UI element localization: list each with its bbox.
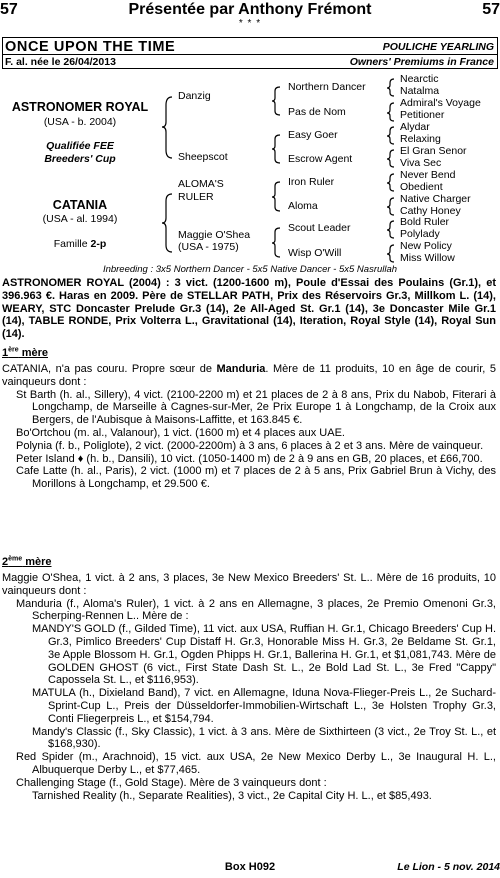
g2-6: Aloma	[288, 200, 318, 212]
divider	[2, 54, 498, 55]
g3-1: Nearctic	[400, 73, 439, 85]
first-dam-intro-a: CATANIA, n'a pas couru. Propre sœur de	[2, 363, 217, 375]
second-dam-heading	[2, 556, 52, 568]
g2-7: Scout Leader	[288, 222, 351, 234]
box-number: Box H092	[224, 861, 276, 873]
g2-5: Iron Ruler	[288, 176, 335, 188]
sire-record: ASTRONOMER ROYAL (2004) : 3 vict. (1200-1600 m), Poule d'Essai des Poulains (Gr.1), et 396.963 €. Haras en 2009. Père de STELLAR PATH, Prix des Réservoirs Gr.3, Millkom L. (14), WEARY, STC Doncaster Prelude Gr.3 (14), 2e All-Aged St. Gr.1 (14), 3e Doncaster Mile Gr.1 (14), TABLE RONDE, Prix Volterra L., Gravitational (14), Iteration, Royal Style (14), Royal Sun (14).	[2, 277, 496, 341]
page-number-right: 57	[482, 1, 500, 18]
second-dam-block	[2, 572, 496, 802]
first-dam-intro-c: . Mère de 11 produits, 10 en âge de courir, 5 vainqueurs dont :	[2, 363, 496, 388]
pedigree	[0, 70, 500, 270]
first-dam-block	[2, 363, 496, 491]
g1-damsire-a: ALOMA'S	[178, 178, 224, 190]
g1-damdam-info: (USA - 1975)	[178, 241, 239, 253]
produce-peter-island: Peter Island ♦ (h. b., Dansili), 10 vict. (1050-1400 m) de 2 à 9 ans en GB, 20 places, et £66,700.	[16, 452, 483, 465]
g3-12: Cathy Honey	[400, 205, 461, 217]
second-dam-intro: Maggie O'Shea, 1 vict. à 2 ans, 3 places, 3e New Mexico Breeders' St. L.. Mère de 16 produits, 10 vainqueurs dont :	[2, 572, 496, 597]
g3-15: New Policy	[400, 240, 452, 252]
horse-box	[2, 37, 498, 69]
horse-type: POULICHE YEARLING	[382, 41, 494, 53]
g3-14: Polylady	[400, 228, 440, 240]
second-dam-heading-number: 2	[2, 556, 9, 568]
produce-tarnished-reality: Tarnished Reality (h., Separate Realities), 3 vict., 2e Capital City H. L., et $85,493.	[32, 789, 432, 802]
g3-7: El Gran Senor	[400, 145, 467, 157]
inbreeding-line: Inbreeding : 3x5 Northern Dancer - 5x5 Native Dancer - 5x5 Nasrullah	[102, 264, 398, 275]
first-dam-intro	[2, 363, 496, 389]
dam-name: CATANIA	[52, 198, 108, 212]
produce-manduria: Manduria (f., Aloma's Ruler), 1 vict. à 2 ans en Allemagne, 3 places, 2e Premio Omenoni Gr.3, Scherping-Rennen L.. Mère de :	[16, 597, 496, 623]
g3-16: Miss Willow	[400, 252, 455, 264]
g2-1: Northern Dancer	[288, 81, 366, 93]
first-dam-intro-b: Manduria	[216, 363, 266, 375]
g3-6: Relaxing	[400, 133, 441, 145]
g3-3: Admiral's Voyage	[400, 97, 481, 109]
g3-9: Never Bend	[400, 169, 456, 181]
produce-mandys-gold: MANDY'S GOLD (f., Gilded Time), 11 vict. aux USA, Ruffian H. Gr.1, Chicago Breeders' Cup H. Gr.3, Pimlico Breeders' Cup Distaff H. Gr.3, Honorable Miss H. Gr.3, 2e Beldame St. Gr.1, 3e Apple Blossom H. Gr.1, Ogden Phipps H. Gr.1, Ballerina H. Gr.1, et $1,081,743. Mère de GOLDEN GHOST (6 vict., First State Dash St. L., 2e Bold Lad St. L., 3e Fred "Cappy" Capossela St. L., et $116,953).	[32, 623, 496, 687]
produce-challenging-stage: Challenging Stage (f., Gold Stage). Mère de 3 vainqueurs dont :	[16, 776, 327, 789]
produce-st-barth: St Barth (h. al., Sillery), 4 vict. (2100-2200 m) et 21 places de 2 à 8 ans, Prix du Nabob, Fiterari à Longchamp, de Marseille à Cagnes-sur-Mer, 2e Prix Europe 1 à Longchamp, de la Croix aux Bergers, de l'Aubisque à Maisons-Laffitte, et 163.845 €.	[16, 388, 496, 427]
first-dam-heading-word: mère	[18, 347, 48, 359]
page-header	[0, 0, 500, 29]
produce-cafe-latte: Cafe Latte (h. al., Paris), 2 vict. (1000 m) et 7 places de 2 à 5 ans, Prix Gabriel Brun à Vichy, des Morillons à Longchamp, et 29.500 €.	[16, 465, 496, 491]
title-stars: * * *	[238, 18, 262, 29]
g3-5: Alydar	[400, 121, 430, 133]
g1-sire: Danzig	[178, 90, 211, 102]
premiums-label: Owners' Premiums in France	[349, 56, 494, 68]
page-number-left: 57	[0, 1, 18, 18]
produce-matula: MATULA (h., Dixieland Band), 7 vict. en Allemagne, Iduna Nova-Flieger-Preis L., 2e Suchard-Sprint-Cup L., Preis der Düsseldorfer-Immobilien-Wirtschaft L., 3e Holsten Trophy Gr.3, Conti Fliegerpreis L., et $154,794.	[32, 687, 496, 725]
produce-mandys-classic: Mandy's Classic (f., Sky Classic), 1 vict. à 3 ans. Mère de Sixthirteen (3 vict., 2e Troy St. L., et $168,930).	[32, 725, 496, 751]
g3-10: Obedient	[400, 181, 443, 193]
second-dam-heading-suffix: ème	[8, 555, 23, 563]
g2-4: Escrow Agent	[288, 153, 353, 165]
dam-info: (USA - al. 1994)	[42, 213, 118, 225]
g3-13: Bold Ruler	[400, 216, 450, 228]
sire-name: ASTRONOMER ROYAL	[11, 100, 149, 114]
g1-damsire-b: RULER	[178, 191, 214, 203]
sire-note-1: Qualifiée FEE	[46, 140, 114, 152]
family-value: 2-p	[90, 238, 107, 250]
sire-note-2: Breeders' Cup	[44, 153, 116, 165]
first-dam-heading	[2, 347, 48, 359]
g1-dam: Sheepscot	[178, 151, 228, 163]
g3-4: Petitioner	[400, 109, 445, 121]
sire-info: (USA - b. 2004)	[43, 116, 117, 128]
sale-date: Le Lion - 5 nov. 2014	[397, 861, 500, 873]
first-dam-heading-suffix: ère	[8, 346, 19, 354]
g3-8: Viva Sec	[400, 157, 442, 169]
horse-name: ONCE UPON THE TIME	[5, 39, 176, 55]
g2-3: Easy Goer	[288, 129, 338, 141]
page-title: Présentée par Anthony Frémont	[128, 1, 372, 18]
g1-damdam: Maggie O'Shea	[178, 229, 251, 241]
g3-11: Native Charger	[400, 193, 471, 205]
produce-red-spider: Red Spider (m., Arachnoid), 15 vict. aux USA, 2e New Mexico Derby L., 3e Inaugural H. L., Albuquerque Derby L., et $77,465.	[16, 751, 496, 776]
family-prefix: Famille	[53, 238, 91, 250]
first-dam-heading-number: 1	[2, 347, 9, 359]
dam-family	[0, 238, 160, 250]
g3-2: Natalma	[400, 85, 440, 97]
g2-2: Pas de Nom	[288, 106, 346, 118]
horse-born: F. al. née le 26/04/2013	[5, 56, 116, 68]
produce-bo-ortchou: Bo'Ortchou (m. al., Valanour), 1 vict. (1600 m) et 4 places aux UAE.	[16, 426, 345, 439]
second-dam-heading-word: mère	[22, 556, 52, 568]
g2-8: Wisp O'Will	[288, 247, 342, 259]
produce-polynia: Polynia (f. b., Poliglote), 2 vict. (2000-2200m) à 3 ans, 6 places à 2 et 3 ans. Mère de vainqueur.	[16, 439, 484, 452]
